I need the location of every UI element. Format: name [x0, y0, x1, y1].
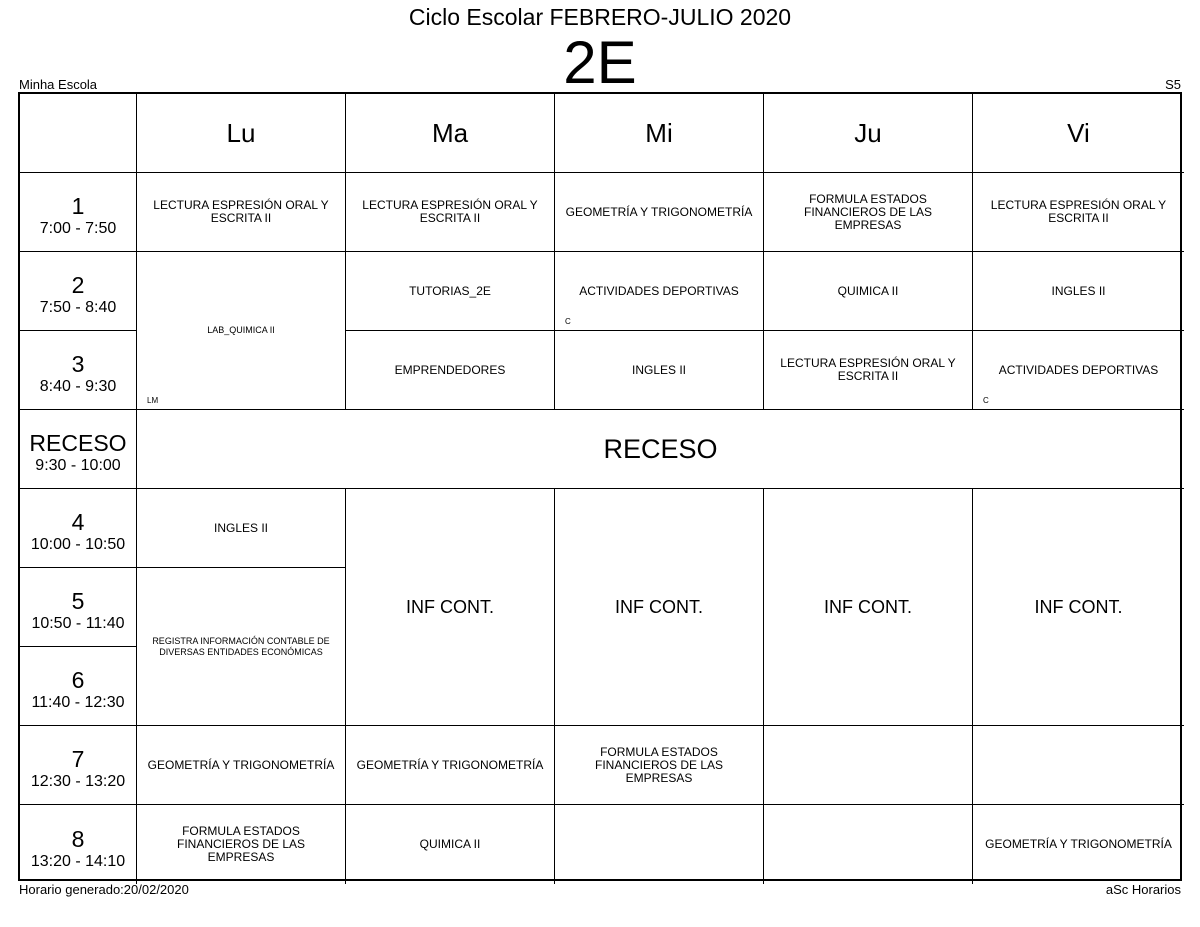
lesson-cell-empty[interactable] — [764, 726, 973, 805]
lesson-room: LM — [147, 396, 159, 405]
period-time: 13:20 - 14:10 — [30, 852, 126, 870]
corner-cell — [20, 94, 137, 173]
lesson-cell[interactable]: INGLES II — [555, 331, 764, 410]
lesson-room: C — [983, 396, 989, 405]
period-number: 3 — [71, 351, 85, 377]
period-number: 6 — [71, 667, 85, 693]
generated-date: Horario generado:20/02/2020 — [19, 882, 189, 897]
day-header-mi: Mi — [555, 94, 764, 173]
lesson-cell[interactable]: LECTURA ESPRESIÓN ORAL Y ESCRITA II — [137, 173, 346, 252]
day-header-ma: Ma — [346, 94, 555, 173]
period-time: 11:40 - 12:30 — [31, 694, 125, 711]
lesson-cell-empty[interactable] — [555, 805, 764, 884]
lesson-cell-empty[interactable] — [973, 726, 1184, 805]
lesson-cell[interactable]: QUIMICA II — [764, 252, 973, 331]
lesson-cell[interactable]: FORMULA ESTADOS FINANCIEROS DE LAS EMPRESAS — [137, 805, 346, 884]
class-name: 2E — [563, 29, 637, 96]
lesson-cell-inf[interactable]: INF CONT. — [973, 489, 1184, 726]
period-3 — [20, 331, 137, 410]
lesson-cell[interactable]: LECTURA ESPRESIÓN ORAL Y ESCRITA II — [764, 331, 973, 410]
day-header-vi: Vi — [973, 94, 1184, 173]
period-1 — [20, 173, 137, 252]
period-recess — [20, 410, 137, 489]
lesson-cell[interactable]: LECTURA ESPRESIÓN ORAL Y ESCRITA II — [346, 173, 555, 252]
lesson-room: C — [565, 317, 571, 326]
lesson-cell-lab[interactable] — [137, 252, 346, 410]
lesson-subject: REGISTRA INFORMACIÓN CONTABLE DE DIVERSAS ENTIDADES ECONÓMICAS — [152, 635, 330, 657]
lesson-subject: ACTIVIDADES DEPORTIVAS — [998, 362, 1159, 377]
period-time: 7:00 - 7:50 — [39, 220, 117, 237]
period-time: 10:50 - 11:40 — [31, 615, 125, 632]
period-6 — [20, 647, 137, 726]
period-8 — [20, 805, 137, 884]
period-time: 12:30 - 13:20 — [30, 773, 126, 790]
lesson-cell[interactable]: LECTURA ESPRESIÓN ORAL Y ESCRITA II — [973, 173, 1184, 252]
lesson-cell[interactable] — [555, 252, 764, 331]
timetable-grid — [18, 92, 1182, 881]
lesson-cell[interactable]: GEOMETRÍA Y TRIGONOMETRÍA — [985, 837, 1172, 851]
lesson-subject: LAB_QUIMICA II — [207, 325, 275, 335]
lesson-cell[interactable]: GEOMETRÍA Y TRIGONOMETRÍA — [555, 173, 764, 252]
period-number: 1 — [71, 193, 85, 219]
recess-banner: RECESO — [137, 410, 1184, 489]
lesson-cell[interactable]: FORMULA ESTADOS FINANCIEROS DE LAS EMPRESAS — [764, 173, 973, 252]
period-number: 5 — [71, 588, 85, 614]
period-number: 8 — [71, 825, 85, 852]
lesson-cell[interactable]: FORMULA ESTADOS FINANCIEROS DE LAS EMPRESAS — [555, 726, 764, 805]
period-time: 7:50 - 8:40 — [39, 299, 117, 316]
period-time: 10:00 - 10:50 — [30, 536, 126, 553]
period-number: 4 — [71, 509, 85, 535]
lesson-cell-inf[interactable]: INF CONT. — [346, 489, 555, 726]
lesson-cell[interactable] — [137, 568, 346, 726]
schedule-title: Ciclo Escolar FEBRERO-JULIO 2020 — [408, 4, 792, 30]
lesson-cell[interactable]: INGLES II — [137, 489, 346, 568]
lesson-subject: ACTIVIDADES DEPORTIVAS — [579, 283, 739, 298]
period-5 — [20, 568, 137, 647]
lesson-cell-inf[interactable]: INF CONT. — [555, 489, 764, 726]
period-4 — [20, 489, 137, 568]
period-number: RECESO — [29, 430, 127, 456]
lesson-cell[interactable]: EMPRENDEDORES — [346, 331, 555, 410]
lesson-cell[interactable]: TUTORIAS_2E — [346, 252, 555, 331]
lesson-cell-empty[interactable] — [764, 805, 973, 884]
period-time: 9:30 - 10:00 — [35, 457, 121, 474]
lesson-cell-inf[interactable]: INF CONT. — [764, 489, 973, 726]
lesson-cell[interactable]: GEOMETRÍA Y TRIGONOMETRÍA — [137, 726, 346, 805]
lesson-cell[interactable]: QUIMICA II — [346, 805, 555, 884]
lesson-cell[interactable]: GEOMETRÍA Y TRIGONOMETRÍA — [346, 726, 555, 805]
period-time: 8:40 - 9:30 — [39, 378, 117, 395]
day-header-lu: Lu — [137, 94, 346, 173]
class-code: S5 — [1165, 77, 1181, 92]
lesson-cell[interactable]: INGLES II — [973, 252, 1184, 331]
period-number: 7 — [71, 746, 85, 772]
period-7 — [20, 726, 137, 805]
lesson-cell[interactable] — [973, 331, 1184, 410]
period-number: 2 — [71, 272, 85, 298]
period-2 — [20, 252, 137, 331]
school-name: Minha Escola — [19, 77, 98, 92]
day-header-ju: Ju — [764, 94, 973, 173]
software-credit: aSc Horarios — [1105, 882, 1181, 897]
